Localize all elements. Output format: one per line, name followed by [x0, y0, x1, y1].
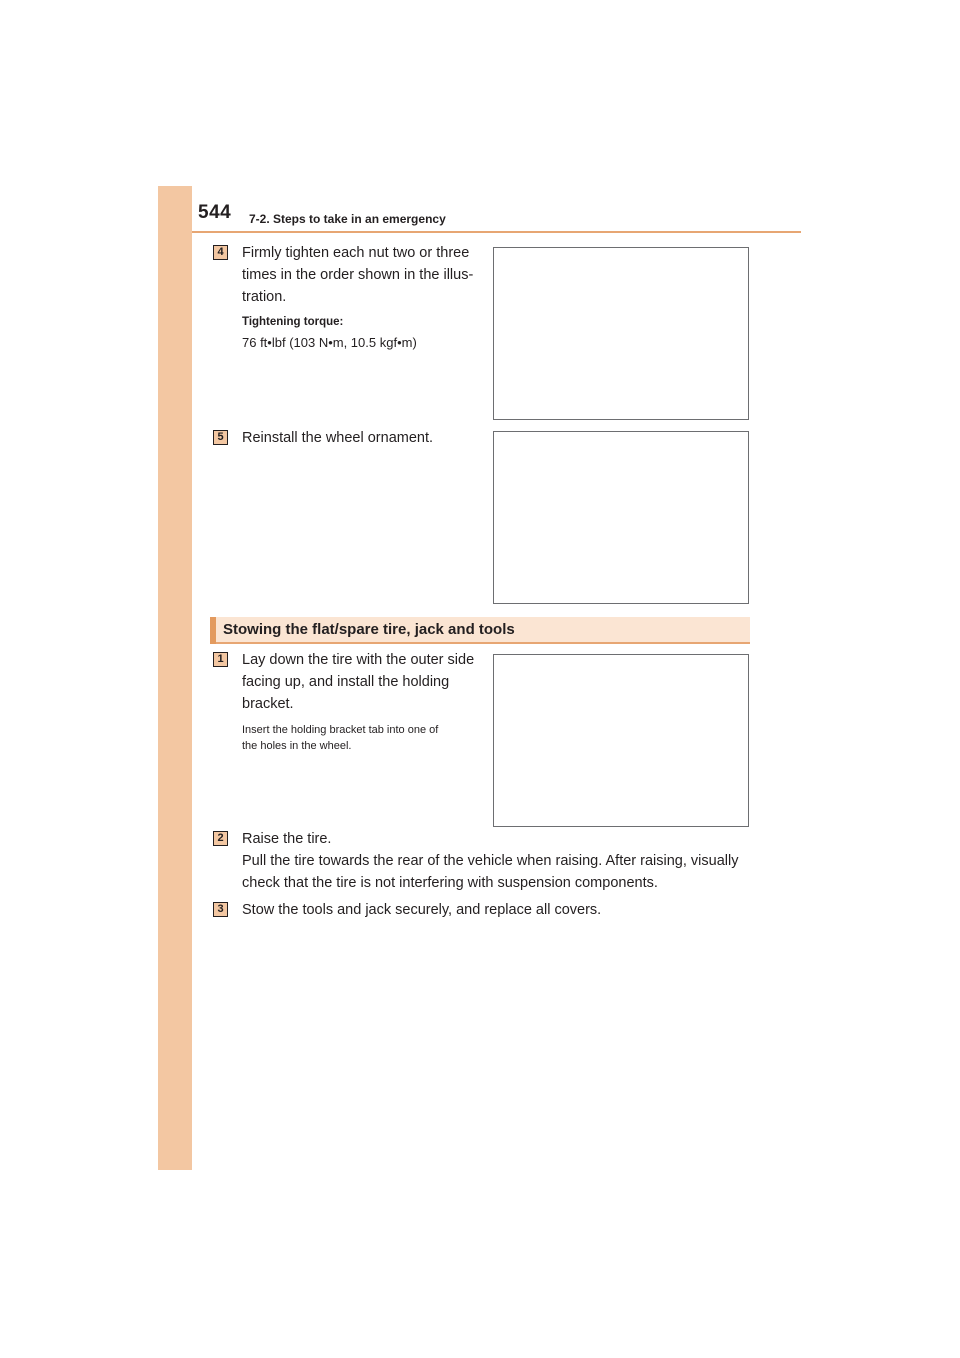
step-5-text: Reinstall the wheel ornament. [242, 430, 434, 446]
torque-label: Tightening torque: [242, 316, 344, 328]
step-4-line: times in the order shown in the illus- [242, 267, 474, 283]
page-sidebar-tab [158, 186, 192, 1170]
step-1-line: Lay down the tire with the outer side [242, 652, 475, 668]
step-1-note [242, 722, 438, 754]
step-4-line: tration. [242, 289, 287, 305]
step-number-5: 5 [213, 430, 228, 445]
illustration-holding-bracket [493, 654, 749, 827]
illustration-wheel-ornament [493, 431, 749, 604]
step-2-text [242, 828, 752, 894]
step-1-note-line: Insert the holding bracket tab into one of [242, 724, 439, 736]
step-1-line: bracket. [242, 696, 294, 712]
subheading-accent [210, 617, 216, 644]
step-number-4: 4 [213, 245, 228, 260]
step-2-line: Raise the tire. [242, 831, 332, 847]
step-number-2: 2 [213, 831, 228, 846]
step-2-line: Pull the tire towards the rear of the vehicle when raising. After raising, visually [242, 853, 739, 869]
section-title: 7-2. Steps to take in an emergency [249, 212, 446, 226]
subheading-title: Stowing the flat/spare tire, jack and tools [223, 621, 515, 638]
step-number-1: 1 [213, 652, 228, 667]
step-3-text: Stow the tools and jack securely, and replace all covers. [242, 902, 602, 918]
step-1-line: facing up, and install the holding [242, 674, 450, 690]
torque-value: 76 ft•lbf (103 N•m, 10.5 kgf•m) [242, 335, 417, 350]
subheading [210, 617, 750, 644]
step-1-note-line: the holes in the wheel. [242, 740, 352, 752]
illustration-tighten-nuts [493, 247, 749, 420]
step-number-3: 3 [213, 902, 228, 917]
step-1-text [242, 649, 480, 715]
step-4-line: Firmly tighten each nut two or three [242, 245, 470, 261]
page-number: 544 [198, 202, 232, 223]
step-2-line: check that the tire is not interfering with suspension components. [242, 875, 658, 891]
header-rule [192, 231, 801, 233]
step-4-text [242, 242, 480, 308]
